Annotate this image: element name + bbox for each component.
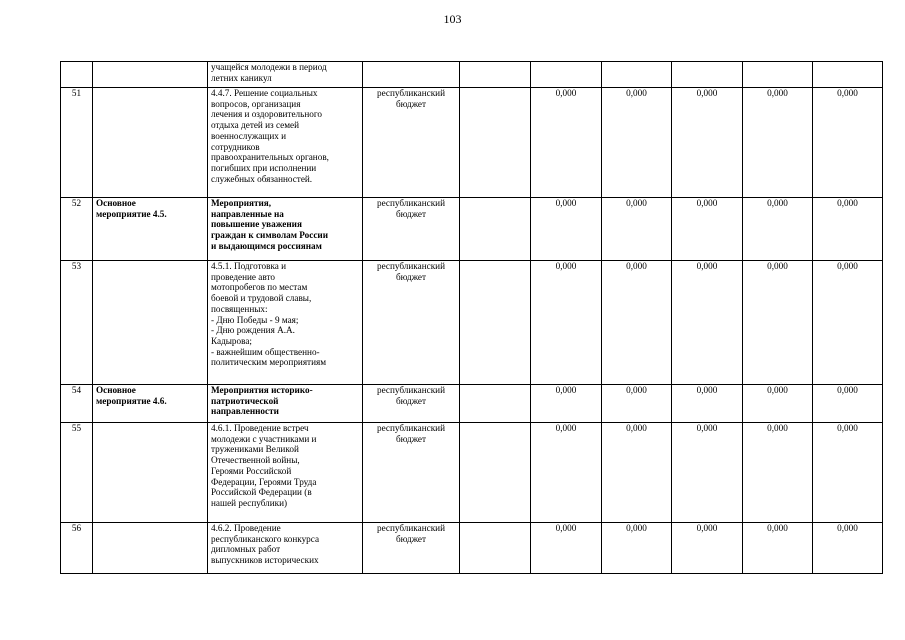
- funding-source-line: республиканский: [376, 423, 445, 433]
- activity-line: патриотической: [211, 395, 279, 406]
- main-event-line: мероприятие 4.6.: [96, 395, 167, 406]
- main-event-cell: [93, 62, 208, 88]
- value-cell: 0,000: [602, 423, 672, 523]
- value-cell: 0,000: [743, 523, 813, 574]
- value-cell: 0,000: [602, 523, 672, 574]
- activity-cell: [208, 261, 363, 385]
- value-cell: 0,000: [672, 385, 743, 423]
- value-cell: 0,000: [672, 88, 743, 198]
- page-number: 103: [443, 12, 462, 26]
- value-cell: 0,000: [743, 261, 813, 385]
- value-cell: [460, 385, 531, 423]
- activity-line: нашей республики): [211, 497, 288, 508]
- activity-line: Кадырова;: [211, 335, 252, 346]
- activity-line: Героями Российской: [211, 465, 292, 476]
- activity-line: Мероприятия историко-: [211, 385, 313, 395]
- activity-cell: [208, 62, 363, 88]
- activity-line: Мероприятия,: [211, 198, 272, 208]
- funding-source-cell: [363, 523, 460, 574]
- value-cell: 0,000: [531, 523, 602, 574]
- table-row: [61, 62, 883, 88]
- value-cell: 0,000: [602, 198, 672, 261]
- main-event-cell: [93, 423, 208, 523]
- activity-line: Федерации, Героями Труда: [211, 476, 317, 487]
- value-cell: 0,000: [743, 198, 813, 261]
- activity-line: вопросов, организация: [211, 98, 301, 109]
- funding-source-cell: [363, 385, 460, 423]
- activity-line: 4.6.1. Проведение встреч: [211, 423, 309, 433]
- activity-line: 4.4.7. Решение социальных: [211, 88, 318, 98]
- main-event-cell: [93, 385, 208, 423]
- funding-source-line: республиканский: [376, 385, 445, 395]
- value-cell: 0,000: [672, 423, 743, 523]
- main-event-cell: [93, 261, 208, 385]
- table-row: [61, 523, 883, 574]
- value-cell: 0,000: [672, 198, 743, 261]
- activity-line: проведение авто: [211, 271, 275, 282]
- activity-line: граждан к символам России: [211, 230, 328, 241]
- value-cell: [460, 198, 531, 261]
- activity-line: повышение уважения: [211, 219, 302, 230]
- activity-line: молодежи с участниками и: [211, 433, 317, 444]
- value-cell: 0,000: [602, 385, 672, 423]
- row-number: 54: [61, 385, 93, 423]
- activity-line: направленные на: [211, 208, 284, 219]
- funding-source-cell: [363, 88, 460, 198]
- funding-source-cell: [363, 198, 460, 261]
- value-cell: [460, 523, 531, 574]
- activity-line: дипломных работ: [211, 544, 281, 555]
- value-cell: 0,000: [531, 423, 602, 523]
- value-cell: [672, 62, 743, 88]
- activity-line: Отечественной войны,: [211, 455, 300, 466]
- activity-line: Российской Федерации (в: [211, 487, 312, 498]
- funding-source-cell: [363, 62, 460, 88]
- value-cell: [460, 261, 531, 385]
- row-number: 51: [61, 88, 93, 198]
- funding-source-line: бюджет: [395, 533, 427, 544]
- value-cell: 0,000: [602, 88, 672, 198]
- activity-line: сотрудников: [211, 141, 260, 152]
- activity-line: правоохранительных органов,: [211, 152, 329, 163]
- funding-source-line: республиканский: [376, 88, 445, 98]
- funding-source-line: республиканский: [376, 198, 445, 208]
- program-table: [60, 61, 883, 574]
- value-cell: 0,000: [813, 198, 883, 261]
- value-cell: 0,000: [531, 198, 602, 261]
- activity-cell: [208, 423, 363, 523]
- activity-line: служебных обязанностей.: [211, 173, 313, 184]
- activity-line: лечения и оздоровительного: [211, 109, 322, 120]
- funding-source-line: бюджет: [395, 98, 427, 109]
- activity-line: тружениками Великой: [211, 444, 299, 455]
- activity-line: военнослужащих и: [211, 130, 287, 141]
- table-row: [61, 423, 883, 523]
- value-cell: 0,000: [743, 423, 813, 523]
- main-event-line: Основное: [96, 385, 136, 395]
- value-cell: 0,000: [743, 88, 813, 198]
- activity-line: мотопробегов по местам: [211, 282, 308, 293]
- funding-source-line: бюджет: [395, 208, 427, 219]
- table-row: [61, 261, 883, 385]
- row-number: 56: [61, 523, 93, 574]
- main-event-line: мероприятие 4.5.: [96, 208, 167, 219]
- value-cell: [743, 62, 813, 88]
- value-cell: [531, 62, 602, 88]
- main-event-line: Основное: [96, 198, 136, 208]
- funding-source-line: бюджет: [395, 395, 427, 406]
- main-event-cell: [93, 523, 208, 574]
- value-cell: 0,000: [813, 385, 883, 423]
- activity-line: республиканского конкурса: [211, 533, 320, 544]
- funding-source-line: республиканский: [376, 261, 445, 271]
- activity-line: посвященных:: [211, 303, 268, 314]
- value-cell: 0,000: [602, 261, 672, 385]
- value-cell: 0,000: [672, 523, 743, 574]
- activity-line: учащейся молодежи в период: [211, 62, 327, 72]
- funding-source-cell: [363, 423, 460, 523]
- value-cell: 0,000: [813, 423, 883, 523]
- row-number: 52: [61, 198, 93, 261]
- funding-source-cell: [363, 261, 460, 385]
- activity-line: 4.5.1. Подготовка и: [211, 261, 287, 271]
- value-cell: 0,000: [743, 385, 813, 423]
- activity-line: политическим мероприятиям: [211, 357, 327, 368]
- row-number: [61, 62, 93, 88]
- value-cell: 0,000: [531, 261, 602, 385]
- activity-cell: [208, 523, 363, 574]
- table-row: [61, 198, 883, 261]
- activity-line: выпускников исторических: [211, 555, 319, 566]
- activity-line: летних каникул: [211, 72, 272, 83]
- value-cell: [602, 62, 672, 88]
- value-cell: 0,000: [813, 88, 883, 198]
- main-event-cell: [93, 88, 208, 198]
- activity-cell: [208, 88, 363, 198]
- row-number: 55: [61, 423, 93, 523]
- value-cell: 0,000: [813, 523, 883, 574]
- value-cell: 0,000: [531, 88, 602, 198]
- activity-line: боевой и трудовой славы,: [211, 293, 312, 304]
- main-event-cell: [93, 198, 208, 261]
- value-cell: [460, 62, 531, 88]
- activity-line: 4.6.2. Проведение: [211, 523, 281, 533]
- activity-cell: [208, 198, 363, 261]
- activity-line: отдыха детей из семей: [211, 120, 300, 131]
- value-cell: 0,000: [813, 261, 883, 385]
- funding-source-line: республиканский: [376, 523, 445, 533]
- activity-line: направленности: [211, 406, 279, 417]
- value-cell: 0,000: [531, 385, 602, 423]
- activity-line: и выдающимся россиянам: [211, 240, 322, 251]
- activity-line: - Дню рождения А.А.: [211, 325, 295, 336]
- activity-cell: [208, 385, 363, 423]
- value-cell: 0,000: [672, 261, 743, 385]
- value-cell: [813, 62, 883, 88]
- value-cell: [460, 88, 531, 198]
- table-row: [61, 385, 883, 423]
- value-cell: [460, 423, 531, 523]
- table-row: [61, 88, 883, 198]
- funding-source-line: бюджет: [395, 433, 427, 444]
- activity-line: погибших при исполнении: [211, 162, 317, 173]
- row-number: 53: [61, 261, 93, 385]
- funding-source-line: бюджет: [395, 271, 427, 282]
- activity-line: - важнейшим общественно-: [211, 346, 320, 357]
- activity-line: - Дню Победы - 9 мая;: [211, 314, 299, 325]
